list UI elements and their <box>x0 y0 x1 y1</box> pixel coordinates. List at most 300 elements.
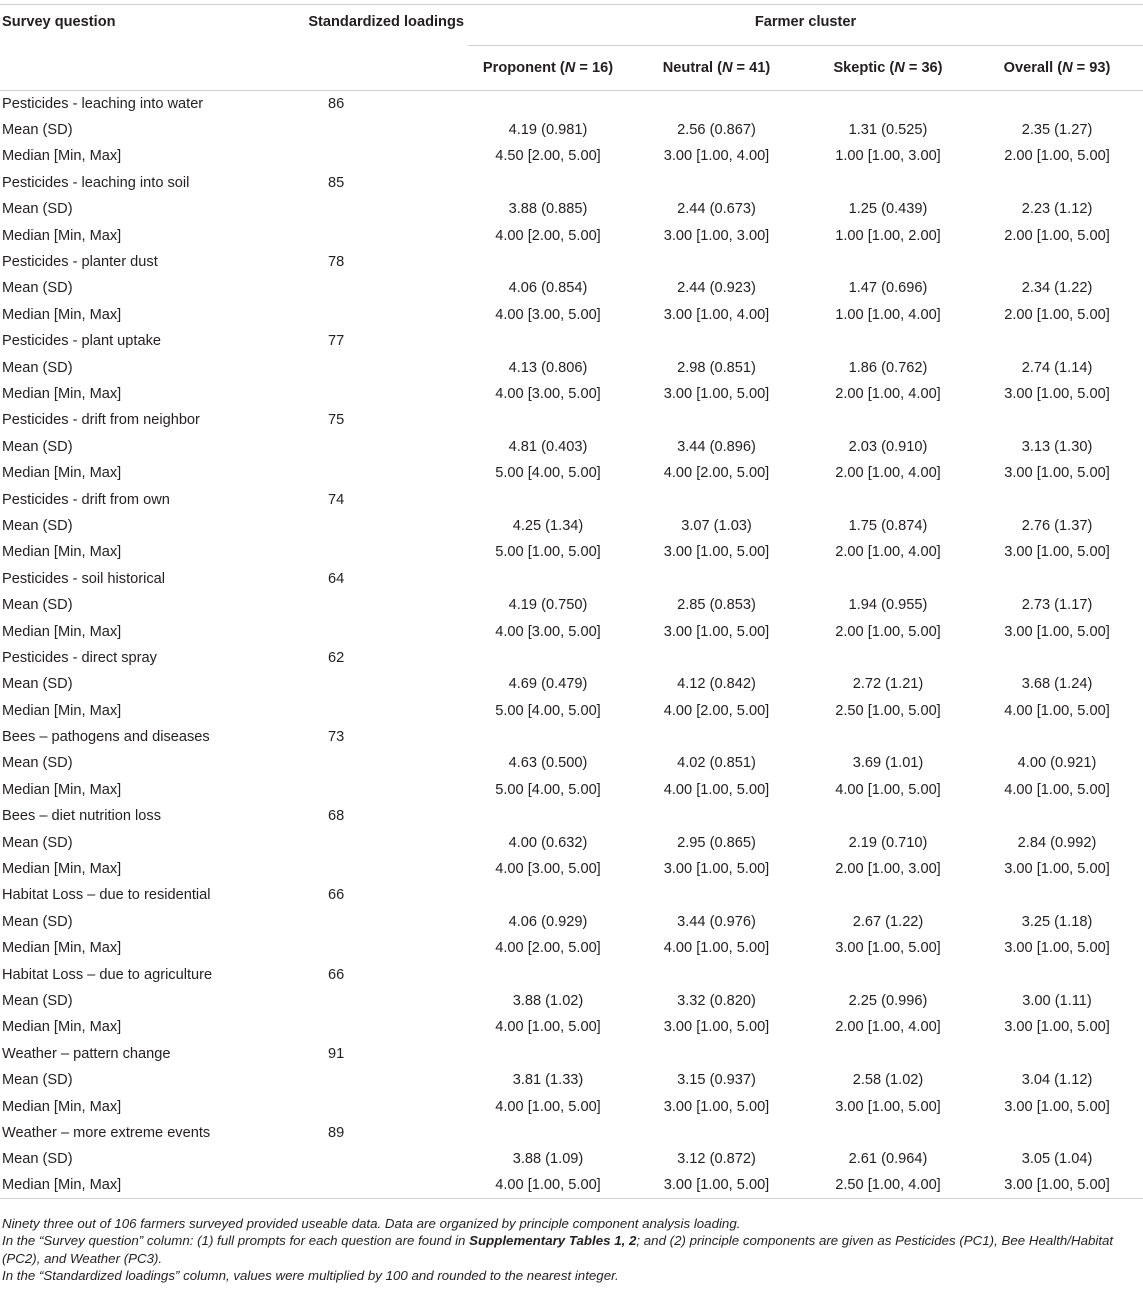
header-standardized-loadings: Standardized loadings <box>308 14 464 30</box>
loading-value: 91 <box>328 1045 345 1062</box>
question-label: Bees – pathogens and diseases <box>2 729 210 746</box>
empty-cell <box>628 882 805 908</box>
empty-cell <box>971 961 1143 987</box>
median-value: 4.00 [1.00, 5.00] <box>1004 781 1110 798</box>
median-row <box>0 1173 1143 1199</box>
empty-cell <box>256 697 468 723</box>
empty-cell <box>256 460 468 486</box>
header-survey-question: Survey question <box>2 14 116 30</box>
median-row <box>0 1014 1143 1040</box>
empty-cell <box>256 1014 468 1040</box>
mean-value: 2.44 (0.923) <box>677 280 756 297</box>
empty-cell <box>971 249 1143 275</box>
mean-label: Mean (SD) <box>2 438 73 455</box>
loading-value: 75 <box>328 412 345 429</box>
median-value: 5.00 [4.00, 5.00] <box>495 781 601 798</box>
loading-value: 66 <box>328 966 345 983</box>
median-row <box>0 1093 1143 1119</box>
question-row <box>0 724 1143 750</box>
question-row <box>0 1120 1143 1146</box>
median-value: 4.00 [3.00, 5.00] <box>495 861 601 878</box>
loading-value: 62 <box>328 649 345 666</box>
median-value: 3.00 [1.00, 5.00] <box>835 940 941 957</box>
mean-row <box>0 275 1143 301</box>
mean-value: 4.00 (0.921) <box>1017 755 1097 772</box>
median-value: 4.00 [1.00, 5.00] <box>835 781 941 798</box>
question-label: Pesticides - drift from neighbor <box>2 412 200 429</box>
mean-row <box>0 434 1143 460</box>
median-label: Median [Min, Max] <box>2 702 122 719</box>
mean-value: 1.31 (0.525) <box>848 122 928 139</box>
mean-value: 2.73 (1.17) <box>1021 597 1093 614</box>
column-header <box>628 46 805 91</box>
empty-cell <box>805 566 971 592</box>
median-row <box>0 697 1143 723</box>
results-table <box>0 4 1143 1199</box>
mean-label: Mean (SD) <box>2 676 73 693</box>
empty-cell <box>256 513 468 539</box>
median-label: Median [Min, Max] <box>2 1019 122 1036</box>
question-row <box>0 882 1143 908</box>
question-row <box>0 407 1143 433</box>
empty-cell <box>971 1120 1143 1146</box>
empty-cell <box>256 381 468 407</box>
empty-cell <box>256 1173 468 1199</box>
empty-cell <box>256 750 468 776</box>
median-value: 3.00 [1.00, 5.00] <box>1004 1019 1110 1036</box>
header-farmer-cluster: Farmer cluster <box>754 14 857 30</box>
median-value: 5.00 [1.00, 5.00] <box>495 544 601 561</box>
median-label: Median [Min, Max] <box>2 148 122 165</box>
empty-cell <box>468 170 628 196</box>
empty-cell <box>256 909 468 935</box>
mean-value: 1.75 (0.874) <box>848 517 928 534</box>
median-value: 2.00 [1.00, 4.00] <box>835 465 941 482</box>
mean-value: 3.25 (1.18) <box>1021 913 1093 930</box>
empty-cell <box>256 302 468 328</box>
loading-value: 77 <box>328 333 345 350</box>
mean-value: 2.95 (0.865) <box>677 834 756 851</box>
empty-cell <box>971 566 1143 592</box>
question-label: Bees – diet nutrition loss <box>2 808 161 825</box>
empty-cell <box>256 196 468 222</box>
mean-label: Mean (SD) <box>2 755 73 772</box>
mean-value: 2.58 (1.02) <box>852 1072 924 1089</box>
median-value: 3.00 [1.00, 5.00] <box>663 1098 770 1115</box>
mean-value: 2.23 (1.12) <box>1021 201 1093 218</box>
empty-cell <box>628 407 805 433</box>
empty-cell <box>805 328 971 354</box>
median-value: 5.00 [4.00, 5.00] <box>495 465 601 482</box>
column-header-count: = 41) <box>732 60 771 76</box>
mean-row <box>0 909 1143 935</box>
median-label: Median [Min, Max] <box>2 227 122 244</box>
median-row <box>0 381 1143 407</box>
mean-row <box>0 513 1143 539</box>
median-value: 2.50 [1.00, 4.00] <box>835 1177 941 1194</box>
mean-row <box>0 196 1143 222</box>
column-header <box>971 46 1143 91</box>
empty-cell <box>468 566 628 592</box>
mean-value: 2.35 (1.27) <box>1021 122 1093 139</box>
mean-label: Mean (SD) <box>2 913 73 930</box>
empty-cell <box>628 91 805 117</box>
mean-row <box>0 1146 1143 1172</box>
empty-cell <box>805 961 971 987</box>
empty-cell <box>971 1041 1143 1067</box>
empty-cell <box>468 407 628 433</box>
mean-value: 4.12 (0.842) <box>677 676 756 693</box>
mean-value: 3.07 (1.03) <box>681 517 752 534</box>
empty-cell <box>256 539 468 565</box>
empty-cell <box>971 170 1143 196</box>
column-header-label: Skeptic ( <box>833 60 895 76</box>
median-label: Median [Min, Max] <box>2 306 122 323</box>
empty-cell <box>256 777 468 803</box>
median-value: 3.00 [1.00, 5.00] <box>1004 1098 1110 1115</box>
empty-cell <box>468 882 628 908</box>
median-label: Median [Min, Max] <box>2 465 122 482</box>
question-label: Weather – more extreme events <box>2 1124 211 1141</box>
median-value: 3.00 [1.00, 5.00] <box>1004 544 1110 561</box>
mean-value: 3.32 (0.820) <box>677 992 756 1009</box>
mean-value: 4.19 (0.750) <box>508 597 588 614</box>
median-value: 2.00 [1.00, 5.00] <box>1004 148 1110 165</box>
empty-cell <box>468 803 628 829</box>
question-row <box>0 91 1143 117</box>
median-value: 2.00 [1.00, 3.00] <box>835 861 941 878</box>
empty-cell <box>256 1146 468 1172</box>
empty-cell <box>468 249 628 275</box>
column-header-count: = 36) <box>904 60 943 76</box>
median-value: 3.00 [1.00, 5.00] <box>663 861 770 878</box>
question-row <box>0 961 1143 987</box>
column-header <box>468 46 628 91</box>
mean-label: Mean (SD) <box>2 834 73 851</box>
empty-cell <box>805 1041 971 1067</box>
empty-cell <box>628 170 805 196</box>
mean-value: 3.88 (1.02) <box>512 992 584 1009</box>
median-value: 4.00 [2.00, 5.00] <box>663 465 770 482</box>
loading-value: 73 <box>328 729 345 746</box>
supplementary-tables-link[interactable]: Supplementary Tables 1, 2 <box>469 1233 637 1249</box>
empty-cell <box>256 829 468 855</box>
empty-cell <box>468 486 628 512</box>
mean-label: Mean (SD) <box>2 517 73 534</box>
median-value: 4.00 [3.00, 5.00] <box>495 306 601 323</box>
median-value: 1.00 [1.00, 2.00] <box>835 227 941 244</box>
mean-value: 2.61 (0.964) <box>848 1151 928 1168</box>
mean-value: 2.84 (0.992) <box>1017 834 1097 851</box>
empty-cell <box>256 275 468 301</box>
mean-label: Mean (SD) <box>2 201 73 218</box>
median-value: 3.00 [1.00, 5.00] <box>663 1019 770 1036</box>
mean-value: 3.81 (1.33) <box>512 1072 584 1089</box>
mean-value: 3.44 (0.896) <box>677 438 756 455</box>
empty-cell <box>971 486 1143 512</box>
median-value: 3.00 [1.00, 4.00] <box>663 148 770 165</box>
empty-cell <box>256 1093 468 1119</box>
mean-value: 2.76 (1.37) <box>1021 517 1093 534</box>
mean-value: 4.25 (1.34) <box>512 517 584 534</box>
median-value: 4.00 [1.00, 5.00] <box>663 940 770 957</box>
question-label: Habitat Loss – due to agriculture <box>2 966 213 983</box>
median-label: Median [Min, Max] <box>2 385 122 402</box>
column-header <box>805 46 971 91</box>
mean-value: 2.44 (0.673) <box>677 201 756 218</box>
median-label: Median [Min, Max] <box>2 544 122 561</box>
empty-cell <box>628 961 805 987</box>
mean-value: 3.05 (1.04) <box>1021 1151 1093 1168</box>
loading-value: 68 <box>328 808 345 825</box>
mean-value: 2.98 (0.851) <box>677 359 756 376</box>
empty-cell <box>628 1041 805 1067</box>
question-label: Habitat Loss – due to residential <box>2 887 211 904</box>
mean-value: 1.86 (0.762) <box>848 359 928 376</box>
median-row <box>0 460 1143 486</box>
column-header-count: = 93) <box>1072 60 1111 76</box>
median-row <box>0 302 1143 328</box>
median-row <box>0 222 1143 248</box>
mean-row <box>0 592 1143 618</box>
empty-cell <box>805 486 971 512</box>
loading-value: 64 <box>328 570 345 587</box>
median-value: 3.00 [1.00, 5.00] <box>663 1177 770 1194</box>
mean-value: 4.13 (0.806) <box>508 359 588 376</box>
median-label: Median [Min, Max] <box>2 1098 122 1115</box>
median-value: 4.00 [1.00, 5.00] <box>495 1019 601 1036</box>
mean-row <box>0 1067 1143 1093</box>
mean-value: 2.03 (0.910) <box>848 438 928 455</box>
table-body <box>0 91 1143 1199</box>
empty-cell <box>256 434 468 460</box>
mean-value: 3.44 (0.976) <box>677 913 756 930</box>
mean-value: 2.85 (0.853) <box>677 597 756 614</box>
median-row <box>0 618 1143 644</box>
column-header-label: Overall ( <box>1003 60 1063 76</box>
empty-cell <box>256 935 468 961</box>
empty-cell <box>256 117 468 143</box>
empty-cell <box>628 486 805 512</box>
median-value: 3.00 [1.00, 5.00] <box>1004 940 1110 957</box>
median-value: 3.00 [1.00, 5.00] <box>1004 1177 1110 1194</box>
empty-cell <box>628 566 805 592</box>
median-value: 2.00 [1.00, 4.00] <box>835 544 941 561</box>
empty-cell <box>628 1120 805 1146</box>
empty-cell <box>971 724 1143 750</box>
question-row <box>0 486 1143 512</box>
median-label: Median [Min, Max] <box>2 1177 122 1194</box>
median-value: 1.00 [1.00, 3.00] <box>835 148 941 165</box>
question-row <box>0 170 1143 196</box>
median-row <box>0 539 1143 565</box>
empty-cell <box>256 592 468 618</box>
footnote-3: In the “Standardized loadings” column, values were multiplied by 100 and rounded to the nearest integer. <box>2 1267 619 1283</box>
median-value: 3.00 [1.00, 3.00] <box>663 227 770 244</box>
empty-cell <box>468 1041 628 1067</box>
median-value: 3.00 [1.00, 5.00] <box>1004 623 1110 640</box>
mean-row <box>0 829 1143 855</box>
empty-cell <box>628 328 805 354</box>
empty-cell <box>805 724 971 750</box>
loading-value: 78 <box>328 254 345 271</box>
empty-cell <box>468 645 628 671</box>
mean-value: 1.25 (0.439) <box>848 201 928 218</box>
median-value: 4.00 [1.00, 5.00] <box>1004 702 1110 719</box>
column-header-label: Neutral ( <box>662 60 722 76</box>
mean-value: 2.56 (0.867) <box>677 122 756 139</box>
empty-cell <box>468 1120 628 1146</box>
median-value: 4.00 [2.00, 5.00] <box>663 702 770 719</box>
mean-row <box>0 117 1143 143</box>
loading-value: 86 <box>328 95 345 112</box>
mean-value: 4.19 (0.981) <box>508 122 588 139</box>
mean-value: 1.94 (0.955) <box>848 597 928 614</box>
empty-cell <box>468 961 628 987</box>
empty-cell <box>256 856 468 882</box>
median-label: Median [Min, Max] <box>2 781 122 798</box>
median-value: 4.00 [2.00, 5.00] <box>495 940 601 957</box>
mean-value: 4.81 (0.403) <box>508 438 588 455</box>
mean-label: Mean (SD) <box>2 280 73 297</box>
mean-value: 4.02 (0.851) <box>677 755 756 772</box>
table-footnotes <box>2 1215 1140 1284</box>
empty-cell <box>805 882 971 908</box>
median-value: 4.00 [2.00, 5.00] <box>495 227 601 244</box>
column-header-n: N <box>1062 60 1073 76</box>
mean-row <box>0 354 1143 380</box>
empty-cell <box>971 803 1143 829</box>
question-label: Pesticides - leaching into soil <box>2 174 190 191</box>
median-label: Median [Min, Max] <box>2 861 122 878</box>
mean-value: 2.19 (0.710) <box>848 834 928 851</box>
question-label: Pesticides - soil historical <box>2 570 166 587</box>
empty-cell <box>971 645 1143 671</box>
question-label: Pesticides - drift from own <box>2 491 170 508</box>
median-row <box>0 777 1143 803</box>
median-value: 2.00 [1.00, 5.00] <box>835 623 941 640</box>
mean-value: 3.68 (1.24) <box>1021 676 1093 693</box>
question-label: Weather – pattern change <box>2 1045 171 1062</box>
median-value: 4.00 [3.00, 5.00] <box>495 385 601 402</box>
mean-label: Mean (SD) <box>2 1072 73 1089</box>
mean-value: 2.67 (1.22) <box>852 913 924 930</box>
median-label: Median [Min, Max] <box>2 623 122 640</box>
median-value: 3.00 [1.00, 5.00] <box>1004 465 1110 482</box>
empty-cell <box>805 645 971 671</box>
mean-value: 4.00 (0.632) <box>508 834 588 851</box>
footnote-2-end: ; and (2) principle components are given as Pesticides (PC1), Bee Health/Habitat (PC2), and Weather (PC3). <box>2 1233 1114 1266</box>
mean-row <box>0 988 1143 1014</box>
median-value: 4.00 [1.00, 5.00] <box>663 781 770 798</box>
mean-label: Mean (SD) <box>2 359 73 376</box>
median-value: 2.00 [1.00, 5.00] <box>1004 306 1110 323</box>
mean-value: 4.06 (0.854) <box>508 280 588 297</box>
empty-cell <box>628 645 805 671</box>
empty-cell <box>805 803 971 829</box>
median-value: 4.00 [1.00, 5.00] <box>495 1177 601 1194</box>
footnote-1: Ninety three out of 106 farmers surveyed provided useable data. Data are organized by principle component analysis loading. <box>2 1216 741 1231</box>
loading-value: 74 <box>328 491 345 508</box>
question-row <box>0 1041 1143 1067</box>
mean-value: 2.74 (1.14) <box>1021 359 1093 376</box>
median-value: 3.00 [1.00, 5.00] <box>663 623 770 640</box>
mean-value: 4.63 (0.500) <box>508 755 588 772</box>
mean-label: Mean (SD) <box>2 1151 73 1168</box>
empty-cell <box>256 222 468 248</box>
empty-cell <box>256 143 468 169</box>
empty-cell <box>805 170 971 196</box>
median-row <box>0 856 1143 882</box>
mean-label: Mean (SD) <box>2 992 73 1009</box>
median-value: 2.00 [1.00, 4.00] <box>835 385 941 402</box>
mean-value: 3.00 (1.11) <box>1022 992 1092 1009</box>
empty-cell <box>468 328 628 354</box>
mean-value: 2.72 (1.21) <box>852 676 924 693</box>
median-value: 4.50 [2.00, 5.00] <box>495 148 601 165</box>
median-value: 3.00 [1.00, 5.00] <box>663 544 770 561</box>
empty-cell <box>805 91 971 117</box>
empty-cell <box>256 354 468 380</box>
question-row <box>0 566 1143 592</box>
empty-cell <box>805 1120 971 1146</box>
mean-value: 2.34 (1.22) <box>1021 280 1093 297</box>
mean-value: 3.13 (1.30) <box>1021 438 1093 455</box>
empty-cell <box>468 724 628 750</box>
empty-cell <box>628 249 805 275</box>
median-value: 2.00 [1.00, 4.00] <box>835 1019 941 1036</box>
column-header-count: = 16) <box>575 60 614 76</box>
empty-cell <box>971 328 1143 354</box>
column-header-n: N <box>564 60 576 76</box>
mean-value: 3.15 (0.937) <box>677 1072 756 1089</box>
empty-cell <box>468 91 628 117</box>
mean-value: 3.88 (0.885) <box>508 201 588 218</box>
median-value: 3.00 [1.00, 4.00] <box>663 306 770 323</box>
mean-row <box>0 750 1143 776</box>
mean-value: 2.25 (0.996) <box>848 992 928 1009</box>
median-value: 3.00 [1.00, 5.00] <box>1004 385 1110 402</box>
mean-value: 3.69 (1.01) <box>852 755 924 772</box>
empty-cell <box>256 988 468 1014</box>
median-value: 3.00 [1.00, 5.00] <box>663 385 770 402</box>
mean-value: 4.69 (0.479) <box>508 676 588 693</box>
question-label: Pesticides - direct spray <box>2 649 157 666</box>
median-value: 5.00 [4.00, 5.00] <box>495 702 601 719</box>
median-row <box>0 143 1143 169</box>
empty-cell <box>971 91 1143 117</box>
mean-label: Mean (SD) <box>2 597 73 614</box>
empty-cell <box>805 249 971 275</box>
empty-cell <box>256 671 468 697</box>
question-label: Pesticides - planter dust <box>2 254 158 271</box>
median-row <box>0 935 1143 961</box>
mean-value: 4.06 (0.929) <box>508 913 588 930</box>
empty-cell <box>628 803 805 829</box>
question-row <box>0 328 1143 354</box>
column-header-n: N <box>894 60 905 76</box>
loading-value: 66 <box>328 887 345 904</box>
mean-value: 3.12 (0.872) <box>677 1151 756 1168</box>
mean-row <box>0 671 1143 697</box>
loading-value: 85 <box>328 174 345 191</box>
question-row <box>0 249 1143 275</box>
loading-value: 89 <box>328 1124 345 1141</box>
median-value: 3.00 [1.00, 5.00] <box>1004 861 1110 878</box>
question-row <box>0 645 1143 671</box>
median-value: 1.00 [1.00, 4.00] <box>835 306 941 323</box>
median-value: 2.00 [1.00, 5.00] <box>1004 227 1110 244</box>
